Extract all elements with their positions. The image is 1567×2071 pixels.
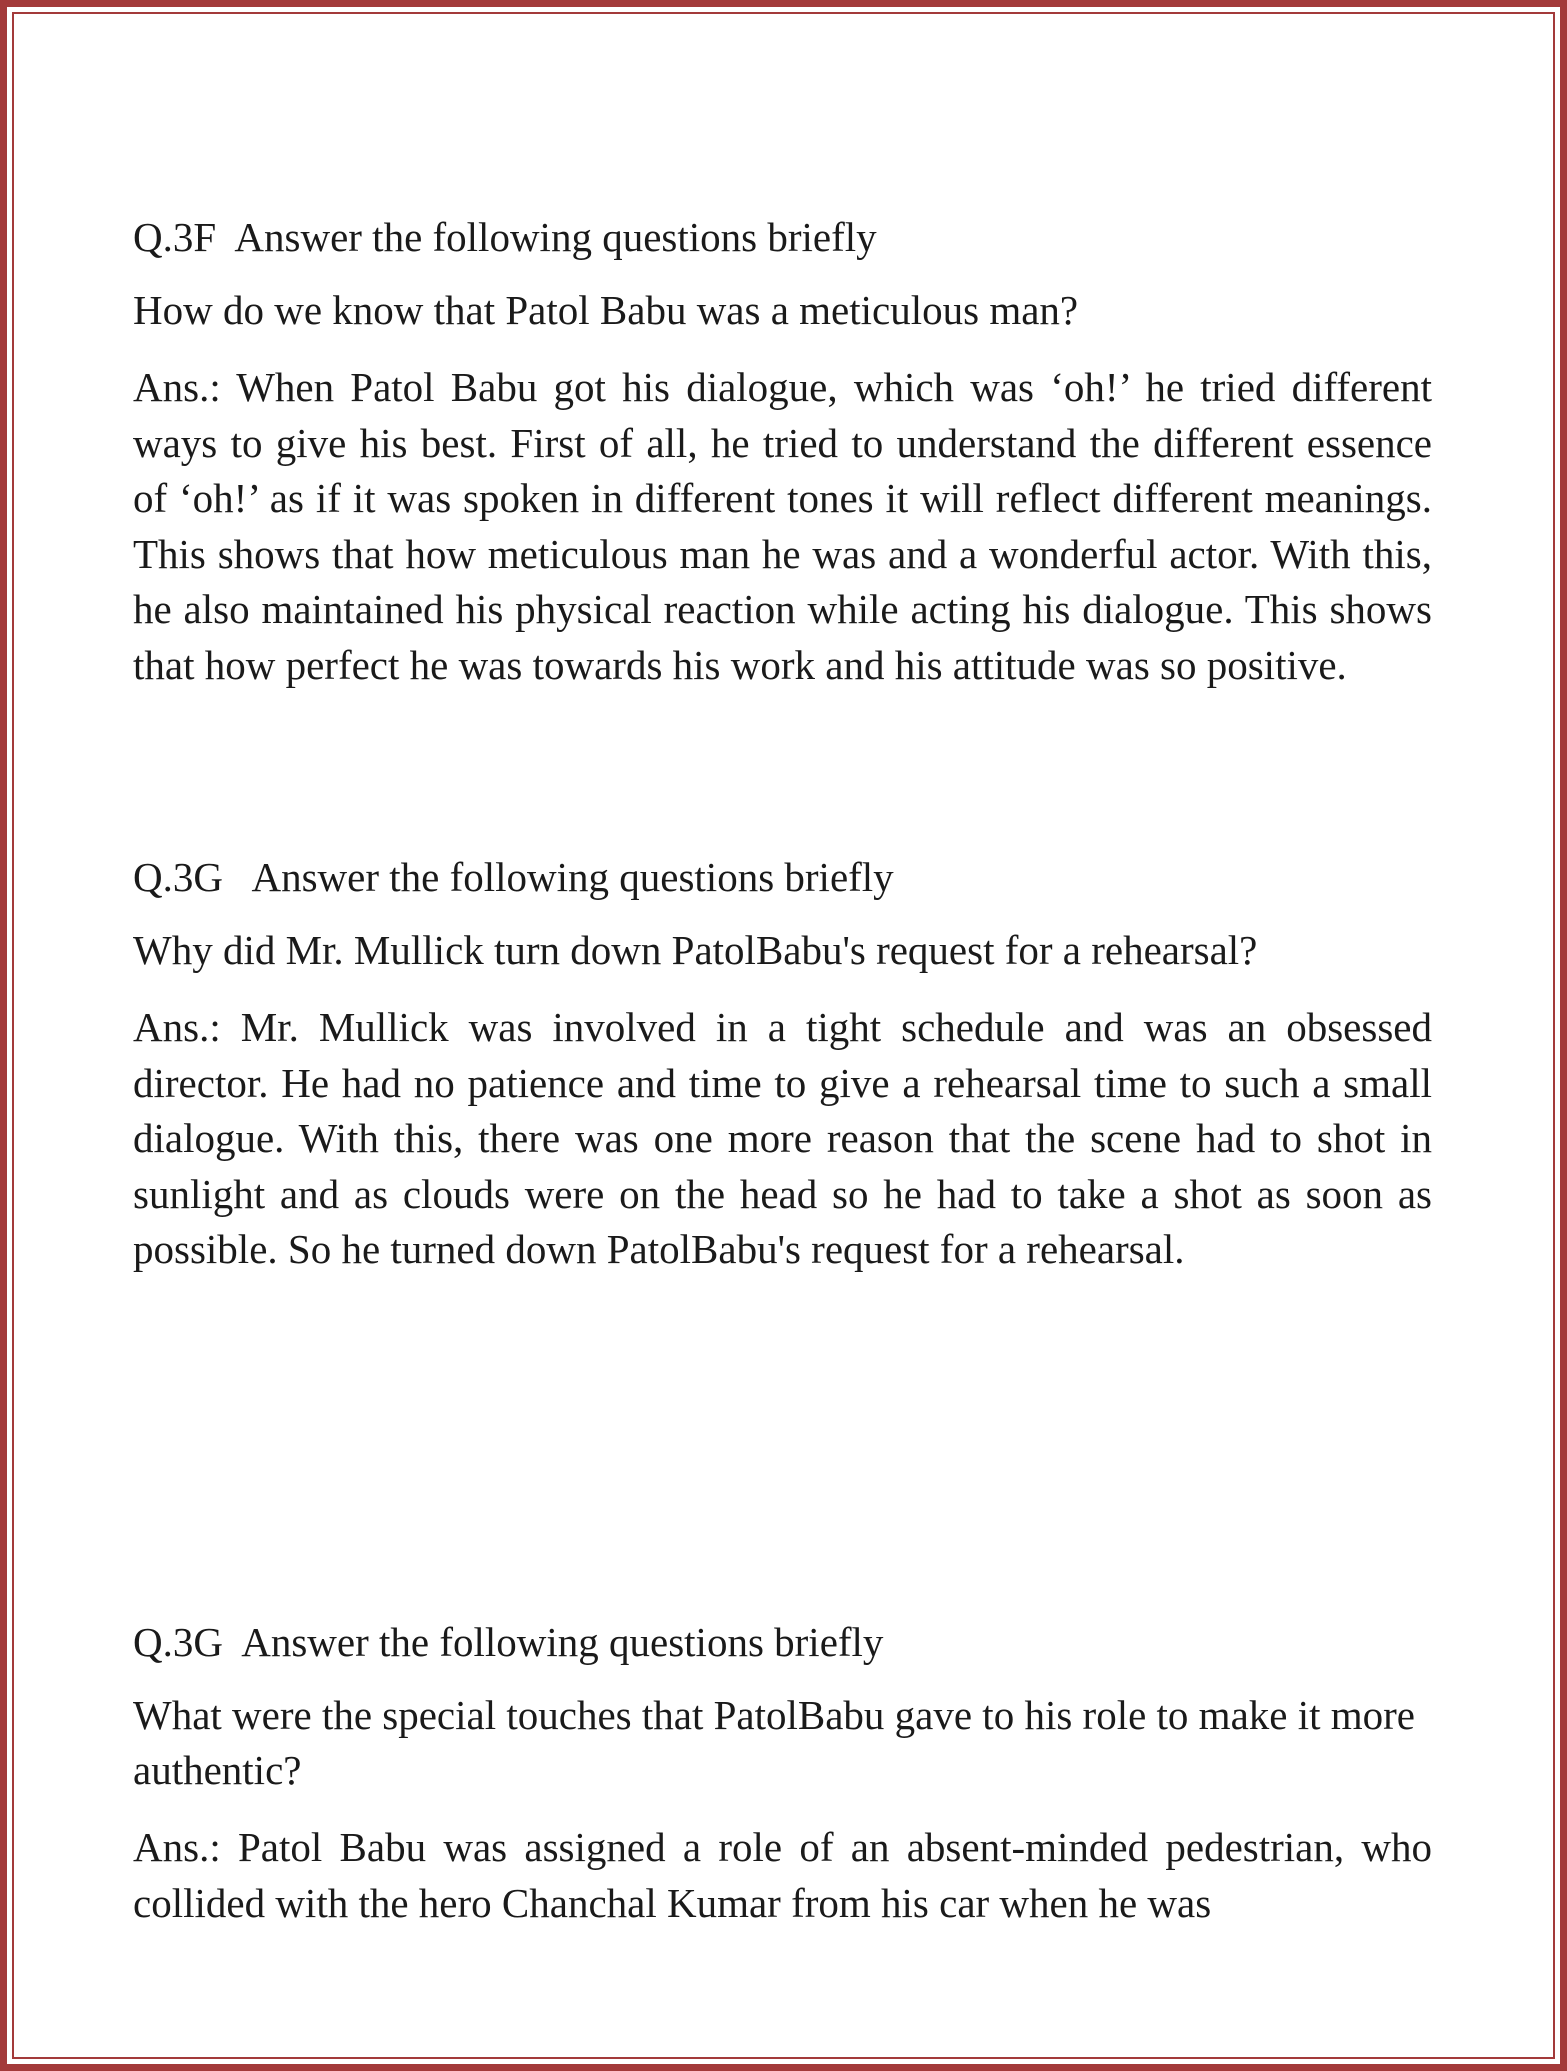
answer-label: Ans.: (133, 1824, 238, 1870)
answer-paragraph (133, 360, 1432, 693)
answer-text: When Patol Babu got his dialogue, which was ‘oh!’ he tried different ways to give his best. First of all, he tried to understand the different essence of ‘oh!’ as if it was spoken in different tones it will reflect different meanings. This shows that how meticulous man he was and a wonderful actor. With this, he also maintained his physical reaction while acting his dialogue. This shows that how perfect he was towards his work and his attitude was so positive. (133, 364, 1433, 688)
answer-text: Patol Babu was assigned a role of an absent-minded pedestrian, who collided with the hero Chanchal Kumar from his car when he was (133, 1824, 1432, 1926)
answer-text: Mr. Mullick was involved in a tight schedule and was an obsessed director. He had no patience and time to give a rehearsal time to such a small dialogue. With this, there was one more reason that the scene had to shot in sunlight and as clouds were on the head so he had to take a shot as soon as possible. So he turned down PatolBabu's request for a rehearsal. (133, 1004, 1432, 1272)
section-heading: Q.3F Answer the following questions briefly (133, 214, 877, 260)
answer-paragraph (133, 1000, 1432, 1278)
section-heading: Q.3G Answer the following questions briefly (133, 1619, 884, 1665)
answer-label: Ans.: (133, 1004, 241, 1050)
question-text: What were the special touches that PatolBabu gave to his role to make it more authentic? (133, 1692, 1415, 1793)
answer-paragraph (133, 1820, 1432, 1931)
question-text: Why did Mr. Mullick turn down PatolBabu's request for a rehearsal? (133, 927, 1258, 973)
section-q3f (133, 210, 1432, 693)
question-text: How do we know that Patol Babu was a meticulous man? (133, 287, 1079, 333)
section-q3g-first (133, 850, 1432, 1278)
answer-label: Ans.: (133, 364, 237, 410)
section-heading: Q.3G Answer the following questions briefly (133, 854, 894, 900)
section-q3g-second (133, 1615, 1432, 1931)
